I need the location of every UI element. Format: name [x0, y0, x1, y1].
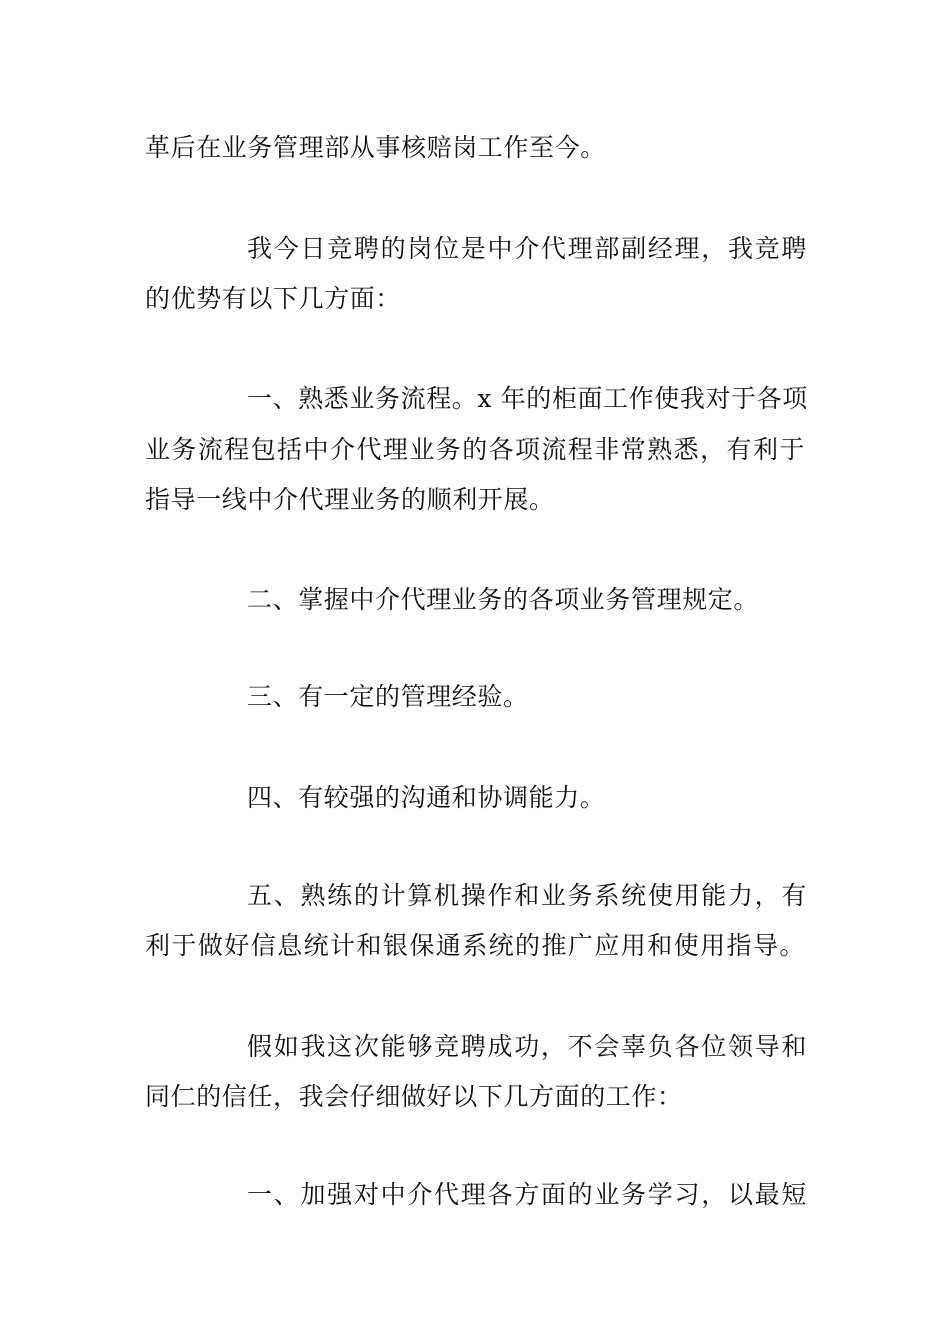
text-line: 革后在业务管理部从事核赔岗工作至今。	[145, 133, 606, 162]
text-line: 五、熟练的计算机操作和业务系统使用能力，有	[247, 881, 807, 910]
text-line: 同仁的信任，我会仔细做好以下几方面的工作：	[145, 1082, 683, 1111]
text-line: 的优势有以下几方面：	[145, 284, 402, 313]
text-line: 一、加强对中介代理各方面的业务学习，以最短	[247, 1180, 807, 1209]
text-line: 二、掌握中介代理业务的各项业务管理规定。	[247, 585, 760, 614]
text-line: 假如我这次能够竞聘成功，不会辜负各位领导和	[247, 1032, 807, 1061]
text-line: 四、有较强的沟通和协调能力。	[247, 783, 606, 812]
text-line: 指导一线中介代理业务的顺利开展。	[145, 485, 555, 514]
text-line: 一、熟悉业务流程。x 年的柜面工作使我对于各项	[247, 384, 808, 413]
text-line: 三、有一定的管理经验。	[247, 682, 529, 711]
text-line: 利于做好信息统计和银保通系统的推广应用和使用指导。	[145, 931, 805, 960]
text-line: 我今日竞聘的岗位是中介代理部副经理，我竞聘	[247, 234, 807, 263]
text-line: 业务流程包括中介代理业务的各项流程非常熟悉，有利于	[145, 435, 805, 464]
